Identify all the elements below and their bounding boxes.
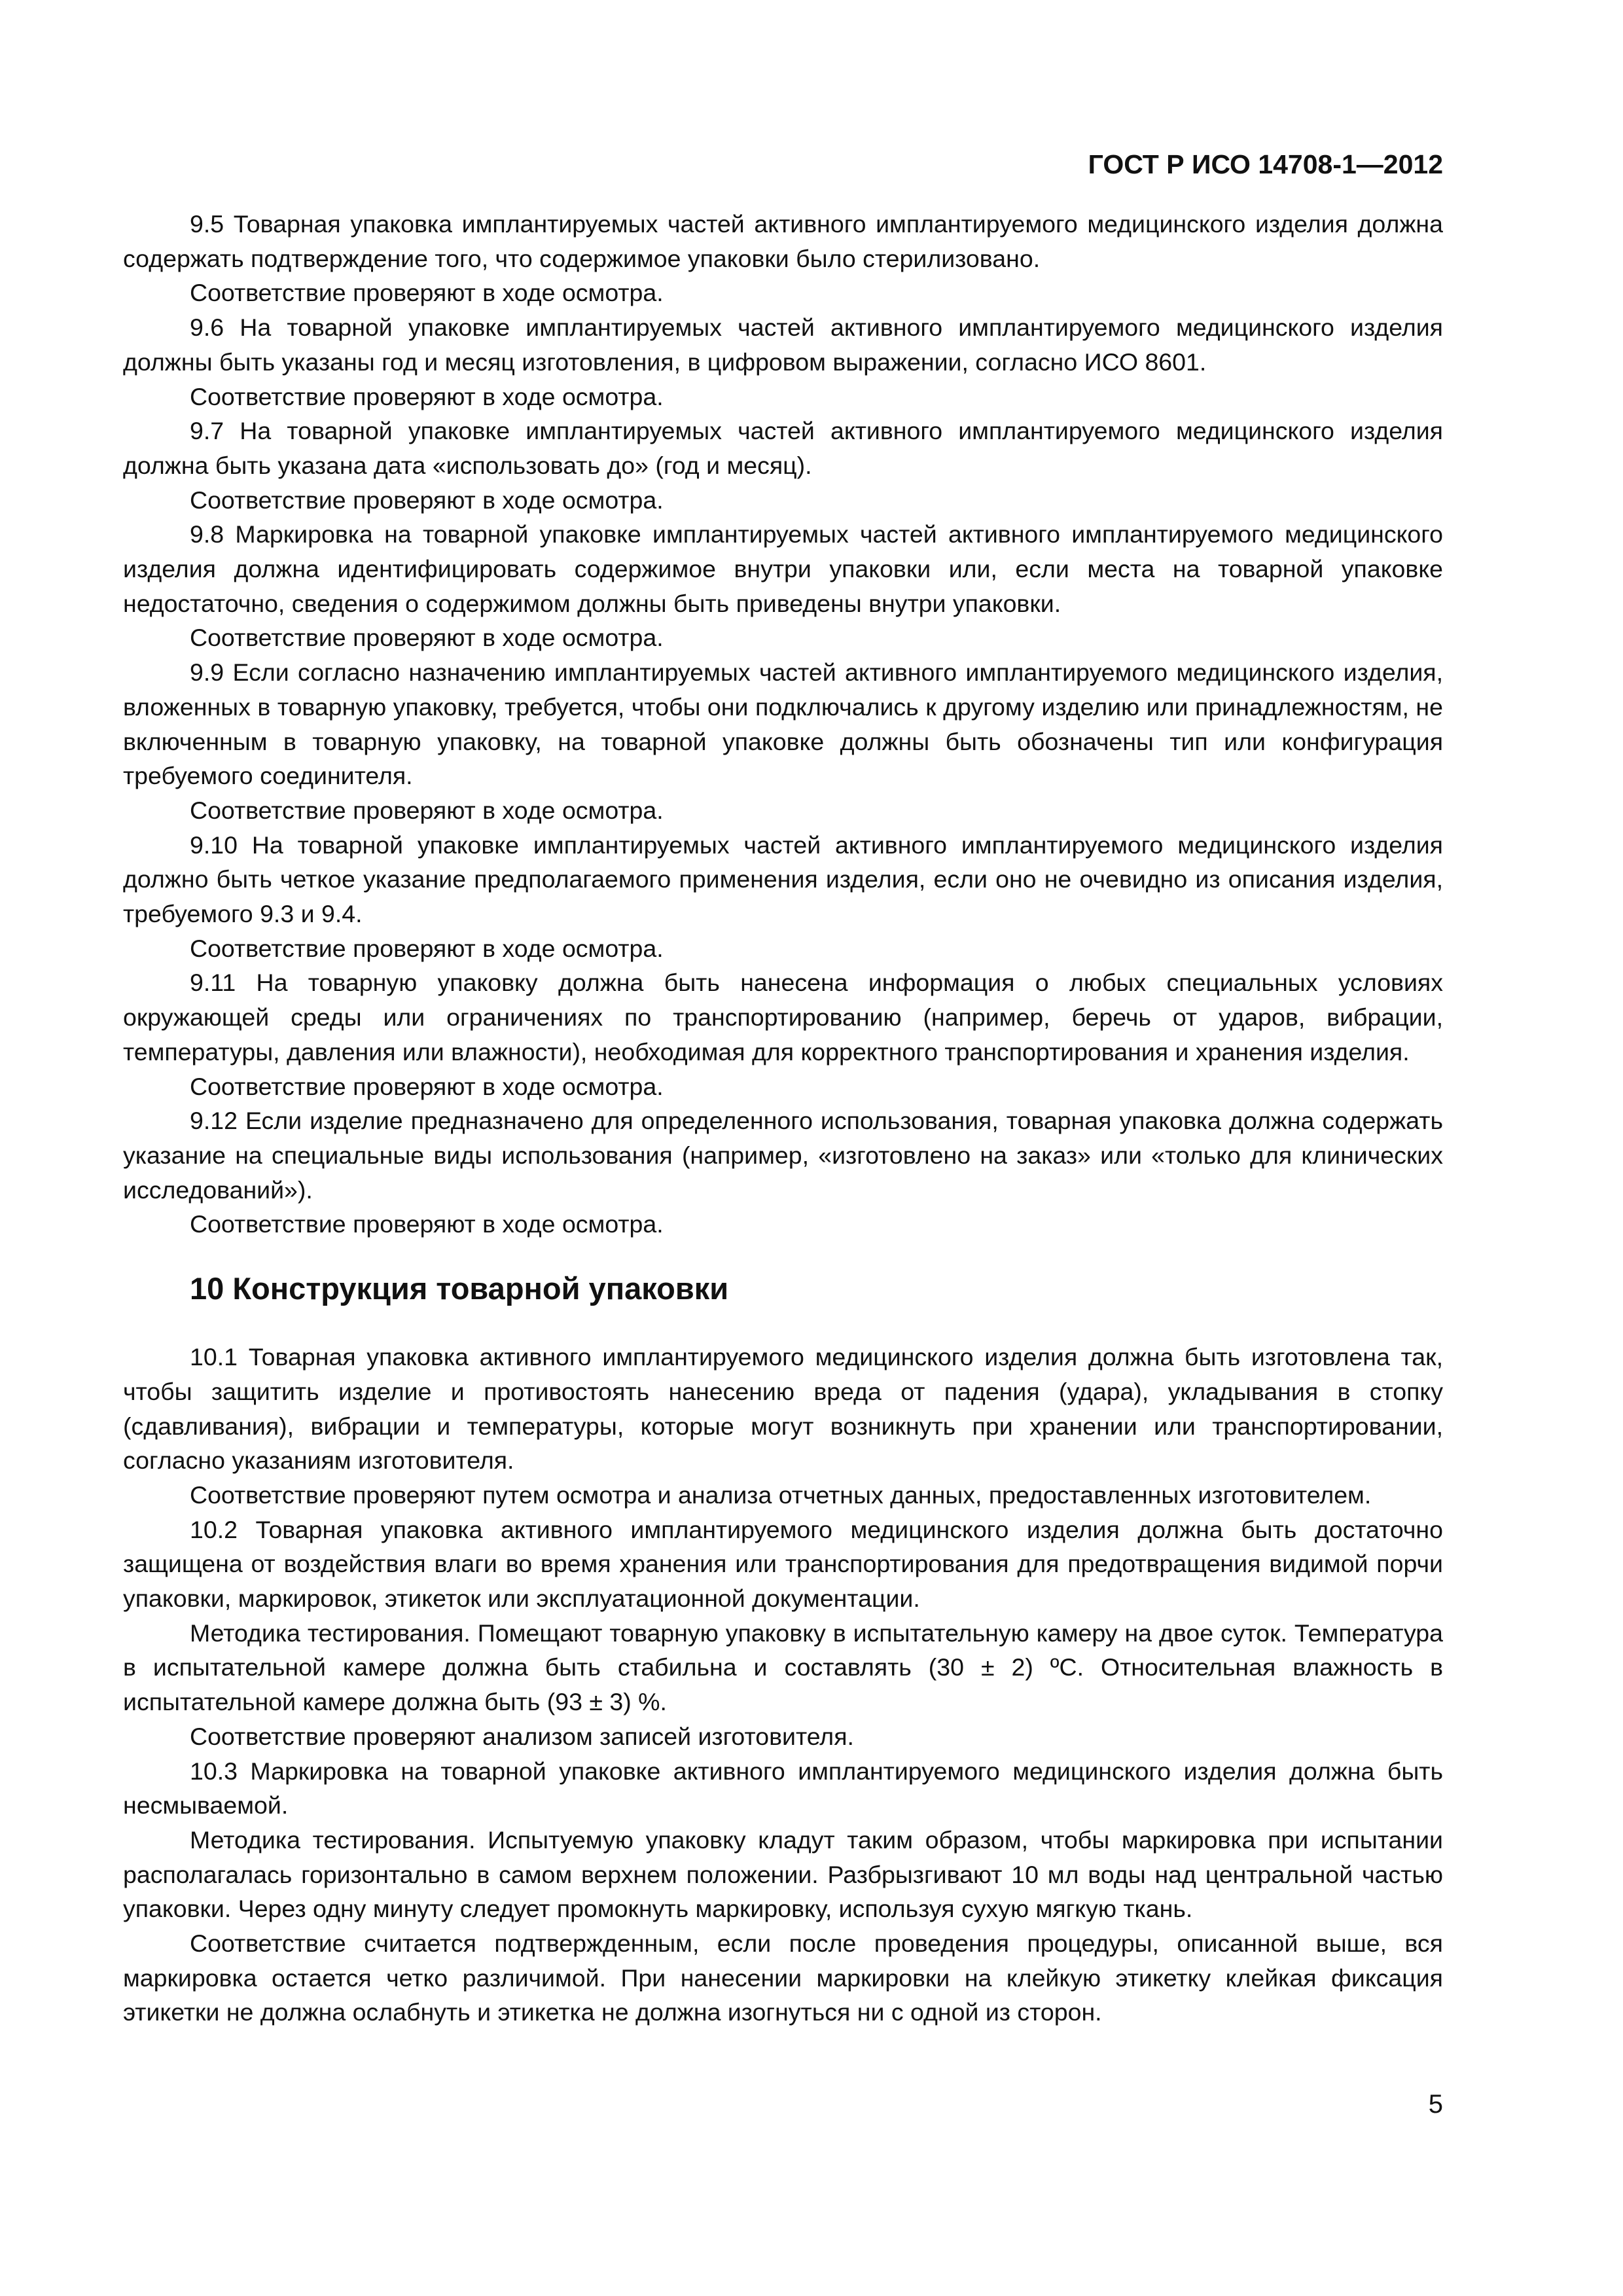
clause-9-12: 9.12 Если изделие предназначено для определенного использования, товарная упаковка должна содержать указание на специальные виды использования (например, «изготовлено на заказ» или «только для клинических исследований»). (123, 1107, 1443, 1204)
compliance-note: Соответствие проверяют в ходе осмотра. (190, 1210, 664, 1238)
test-method: Методика тестирования. Испытуемую упаковку кладут таким образом, чтобы маркировка при испытании располагалась горизонтально в самом верхнем положении. Разбрызгивают 10 мл воды над центральной частью упаковки. Через одну минуту следует промокнуть маркировку, используя сухую мягкую ткань. (123, 1825, 1443, 1923)
clause-9-11: 9.11 На товарную упаковку должна быть нанесена информация о любых специальных условиях окружающей среды или ограничениях по транспортированию (например, беречь от ударов, вибрации, температуры, давления или влажности), необходимая для корректного транспортирования и хранения изделия. (123, 969, 1443, 1066)
compliance-note: Соответствие проверяют в ходе осмотра. (190, 486, 664, 514)
clause-9-7: 9.7 На товарной упаковке имплантируемых частей активного имплантируемого медицинского изделия должна быть указана дата «использовать до» (год и месяц). (123, 417, 1443, 479)
clause-9-6: 9.6 На товарной упаковке имплантируемых частей активного имплантируемого медицинского изделия должны быть указаны год и месяц изготовления, в цифровом выражении, согласно ИСО 8601. (123, 314, 1443, 376)
compliance-note: Соответствие проверяют анализом записей изготовителя. (190, 1722, 854, 1750)
compliance-note: Соответствие проверяют в ходе осмотра. (190, 1072, 664, 1100)
clause-9-10: 9.10 На товарной упаковке имплантируемых частей активного имплантируемого медицинского изделия должно быть четкое указание предполагаемого применения изделия, если оно не очевидно из описания изделия, требуемого 9.3 и 9.4. (123, 831, 1443, 928)
clause-9-9: 9.9 Если согласно назначению имплантируемых частей активного имплантируемого медицинского изделия, вложенных в товарную упаковку, требуется, чтобы они подключались к другому изделию или принадлежностям, не включенным в товарную упаковку, на товарной упаковке должны быть обозначены тип или конфигурация требуемого соединителя. (123, 658, 1443, 790)
section-10-heading: 10 Конструкция товарной упаковки (190, 1271, 729, 1306)
compliance-note: Соответствие проверяют в ходе осмотра. (190, 796, 664, 824)
compliance-note: Соответствие проверяют в ходе осмотра. (190, 382, 664, 410)
document-body (123, 207, 1443, 2030)
compliance-note: Соответствие проверяют путем осмотра и анализа отчетных данных, предоставленных изготовителем. (190, 1480, 1372, 1509)
compliance-note: Соответствие проверяют в ходе осмотра. (190, 934, 664, 962)
clause-9-5: 9.5 Товарная упаковка имплантируемых частей активного имплантируемого медицинского изделия должна содержать подтверждение того, что содержимое упаковки было стерилизовано. (123, 210, 1443, 272)
clause-9-8: 9.8 Маркировка на товарной упаковке имплантируемых частей активного имплантируемого медицинского изделия должна идентифицировать содержимое внутри упаковки или, если места на товарной упаковке недостаточно, сведения о содержимом должны быть приведены внутри упаковки. (123, 520, 1443, 617)
clause-10-1: 10.1 Товарная упаковка активного имплантируемого медицинского изделия должна быть изготовлена так, чтобы защитить изделие и противостоять нанесению вреда от падения (удара), укладывания в стопку (сдавливания), вибрации и температуры, которые могут возникнуть при хранении или транспортировании, согласно указаниям изготовителя. (123, 1343, 1443, 1475)
clause-10-3: 10.3 Маркировка на товарной упаковке активного имплантируемого медицинского изделия должна быть несмываемой. (123, 1757, 1443, 1820)
test-method: Методика тестирования. Помещают товарную упаковку в испытательную камеру на двое суток. Температура в испытательной камере должна быть стабильна и составлять (30 ± 2) ºС. Относительная влажность в испытательной камере должна быть (93 ± 3) %. (123, 1619, 1443, 1716)
page-number: 5 (1428, 2090, 1443, 2119)
document-header: ГОСТ Р ИСО 14708-1—2012 (1088, 149, 1443, 179)
clause-10-2: 10.2 Товарная упаковка активного имплантируемого медицинского изделия должна быть достаточно защищена от воздействия влаги во время хранения или транспортирования для предотвращения видимой порчи упаковки, маркировок, этикеток или эксплуатационной документации. (123, 1515, 1443, 1613)
compliance-note: Соответствие считается подтвержденным, если после проведения процедуры, описанной выше, вся маркировка остается четко различимой. При нанесении маркировки на клейкую этикетку клейкая фиксация этикетки не должна ослабнуть и этикетка не должна изогнуться ни с одной из сторон. (123, 1929, 1443, 2026)
compliance-note: Соответствие проверяют в ходе осмотра. (190, 624, 664, 652)
compliance-note: Соответствие проверяют в ходе осмотра. (190, 279, 664, 307)
